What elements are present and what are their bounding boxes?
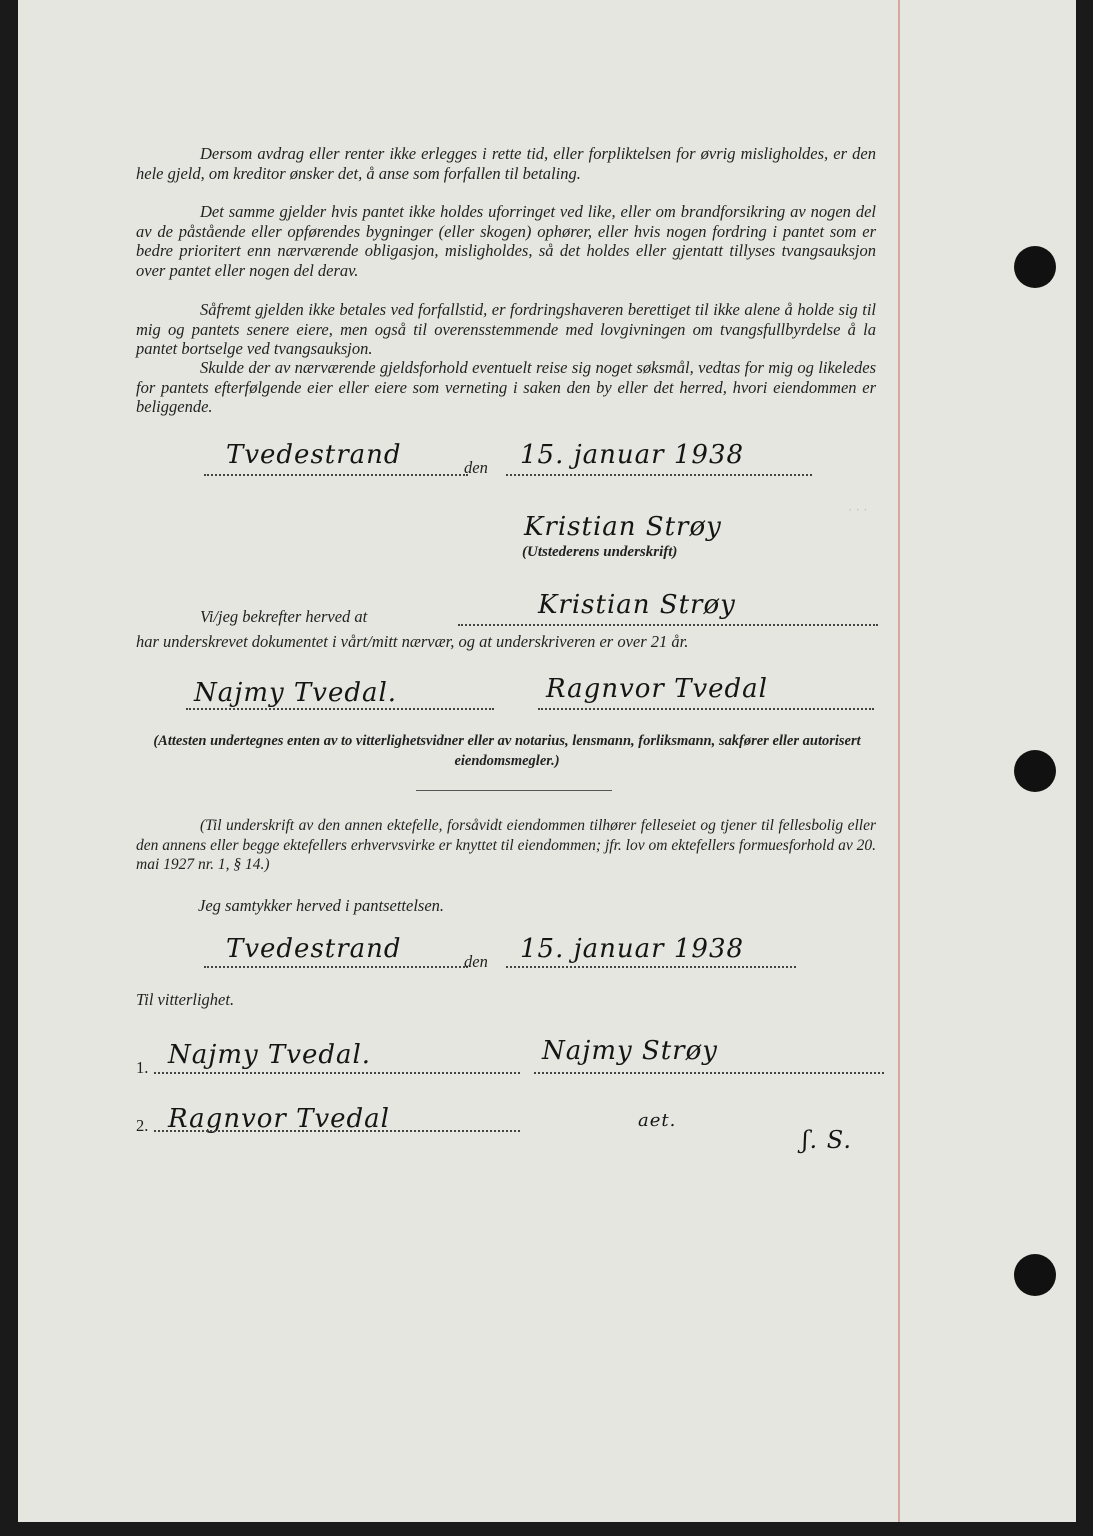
attest-note: (Attesten undertegnes enten av to vitterlighetsvidner eller av notarius, lensmann, forliksmann, sakfører eller autorisert eiendomsmegler.) (153, 733, 861, 769)
witness-heading: Til vitterlighet. (136, 990, 235, 1009)
spouse-note: (Til underskrift av den annen ektefelle, forsåvidt eiendommen tilhører felleseiet og tjener til fellesbolig eller den annens eller begge ektefellers erhvervsvirke er knyttet til eiendommen; jfr. lov om ektefellers formuesforhold av 20. mai 1927 nr. 1, § 14.) (136, 817, 876, 873)
witness-number-1: 1. (136, 1058, 149, 1077)
paragraph-pledge-terms: Det samme gjelder hvis pantet ikke holdes uforringet ved like, eller om brandforsikring av nogen del av de påstående eller opførendes bygninger (eller skogen) ophører, eller hvis nogen fordring i pantet som er bedre prioritert enn nærværende obligasjon, misligholdes, så det holdes eller gjentatt tillyses tvangsauksjon over pantet eller nogen del derav. (136, 202, 876, 280)
witness-signature-1: Najmy Tvedal. (194, 678, 398, 708)
spouse-dotted-line (534, 1072, 884, 1074)
spouse-signature: Najmy Strøy (542, 1036, 718, 1066)
spouse-mark: ʃ. S. (802, 1126, 852, 1154)
place-dotted-line (204, 474, 468, 476)
date-dotted-line (506, 474, 812, 476)
witness-2-signature-1: Najmy Tvedal. (168, 1040, 372, 1070)
witness-dotted-line-2 (538, 708, 874, 710)
date-handwritten: 15. januar 1938 (520, 440, 745, 470)
witness-2-dotted-line-2 (154, 1130, 520, 1132)
issuer-caption: (Utstederens underskrift) (522, 544, 678, 560)
place-handwritten: Tvedestrand (226, 440, 402, 470)
punch-hole (1014, 1254, 1056, 1296)
witness-dotted-line-1 (186, 708, 494, 710)
issuer-signature: Kristian Strøy (524, 512, 722, 542)
witness-2-signature-2: Ragnvor Tvedal (168, 1104, 390, 1134)
paragraph-venue: Skulde der av nærværende gjeldsforhold eventuelt reise sig noget søksmål, vedtas for mig og likeledes for pantets efterfølgende eier eller eiere som verneting i saken den by eller det herred, hvori eiendommen er beliggende. (136, 358, 876, 416)
confirm-dotted-line (458, 624, 878, 626)
place-handwritten-2: Tvedestrand (226, 934, 402, 964)
punch-hole (1014, 750, 1056, 792)
margin-line (898, 0, 900, 1522)
document-page (18, 0, 1076, 1522)
spouse-annotation: aet. (638, 1110, 677, 1131)
bleed-through: · · · (848, 502, 868, 517)
witness-2-dotted-line-1 (154, 1072, 520, 1074)
witness-signature-2: Ragnvor Tvedal (546, 674, 768, 704)
den-label: den (464, 458, 488, 477)
place-dotted-line-2 (204, 966, 468, 968)
separator-rule (416, 790, 612, 791)
punch-hole (1014, 246, 1056, 288)
confirm-line-1: Vi/jeg bekrefter herved at (200, 607, 368, 626)
paragraph-enforcement: Såfremt gjelden ikke betales ved forfallstid, er fordringshaveren berettiget til ikke alene å holde sig til mig og pantets senere eiere, men også til overensstemmende med lovgivningen om tvangsfullbyrdelse å la pantet bortselge ved tvangsauksjon. (136, 300, 876, 358)
witness-number-2: 2. (136, 1116, 149, 1135)
den-label-2: den (464, 952, 488, 971)
date-dotted-line-2 (506, 966, 796, 968)
date-handwritten-2: 15. januar 1938 (520, 934, 745, 964)
confirm-line-2: har underskrevet dokumentet i vårt/mitt nærvær, og at underskriveren er over 21 år. (136, 632, 689, 651)
consent-text: Jeg samtykker herved i pantsettelsen. (198, 896, 445, 915)
confirm-signature: Kristian Strøy (538, 590, 736, 620)
paragraph-default-terms: Dersom avdrag eller renter ikke erlegges i rette tid, eller forpliktelsen for øvrig misligholdes, er den hele gjeld, om kreditor ønsker det, å anse som forfallen til betaling. (136, 144, 876, 183)
